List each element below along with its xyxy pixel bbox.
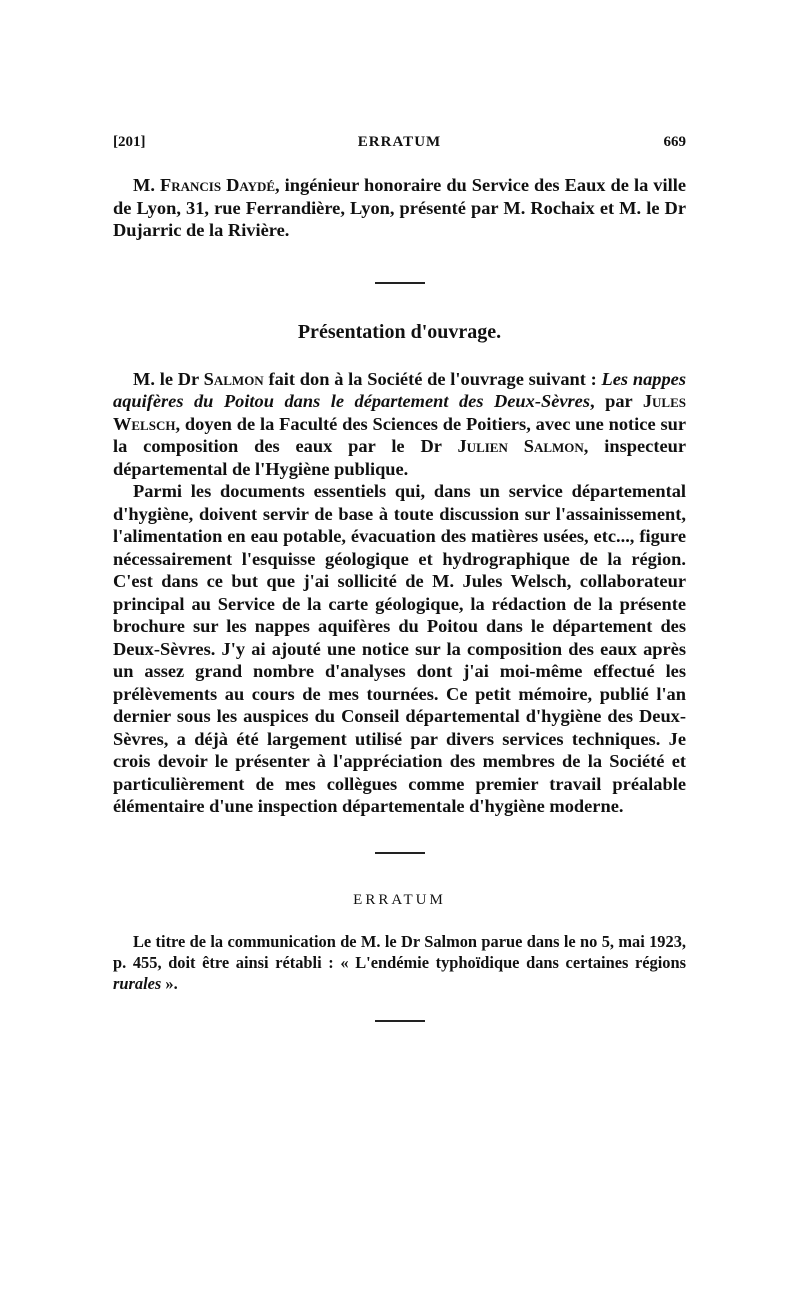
p1-author: Jules Welsch bbox=[113, 391, 686, 434]
p1-text-e: , inspecteur départemental de l'Hygiène publique. bbox=[113, 436, 687, 479]
erratum-italic: rurales bbox=[113, 973, 162, 993]
erratum-title: ERRATUM bbox=[353, 891, 446, 908]
p1-text-b: fait don à la Société de l'ouvrage suivant : bbox=[263, 368, 602, 389]
intro-text: , ingénieur honoraire du Service des Eaux de la ville de Lyon, 31, rue Ferrandière, Lyon, présenté par M. Rochaix et M. le Dr Dujarric de la Rivière. bbox=[113, 175, 686, 240]
separator-rule bbox=[375, 852, 425, 854]
intro-prefix: M. bbox=[133, 175, 160, 195]
intro-name: Francis Daydé bbox=[160, 175, 276, 195]
p1-text-a: M. le Dr bbox=[133, 368, 204, 389]
book-title: Les nappes aquifères du Poitou dans le département des Deux-Sèvres bbox=[113, 368, 686, 411]
page-number: 669 bbox=[663, 134, 686, 150]
header-title: ERRATUM bbox=[357, 134, 442, 150]
erratum-paragraph bbox=[113, 931, 686, 994]
section-title: Présentation d'ouvrage. bbox=[297, 320, 502, 343]
presentation-paragraph-1 bbox=[113, 368, 686, 481]
erratum-text-a: Le titre de la communication de M. le Dr Salmon parue dans le no 5, mai 1923, p. 455, doit être ainsi rétabli : « L'endémie typhoïdique dans certaines régions bbox=[113, 931, 686, 972]
separator-rule bbox=[375, 1020, 425, 1022]
page bbox=[113, 134, 686, 1022]
member-intro-paragraph bbox=[113, 174, 686, 242]
p1-name: Salmon bbox=[203, 368, 264, 389]
p1-text-c: , par bbox=[590, 391, 643, 411]
header-ref: [201] bbox=[113, 134, 146, 150]
p1-author2: Julien Salmon bbox=[457, 436, 584, 456]
presentation-paragraph-2: Parmi les documents essentiels qui, dans un service départemental d'hygiène, doivent servir de base à toute discussion sur l'assainissement, l'alimentation en eau potable, évacuation des matières usées, etc..., figure nécessairement l'esquisse géologique et hydrographique de la région. C'est dans ce but que j'ai sollicité de M. Jules Welsch, collaborateur principal au Service de la carte géologique, la rédaction de la présente brochure sur les nappes aquifères du Poitou dans le département des Deux-Sèvres. J'y ai ajouté une notice sur la composition des eaux après un assez grand nombre d'analyses dont j'ai moi-même effectué les prélèvements au cours de mes tournées. Ce petit mémoire, publié l'an dernier sous les auspices du Conseil départemental d'hygiène des Deux-Sèvres, a déjà été largement utilisé par divers services techniques. Je crois devoir le présenter à l'appréciation des membres de la Société et particulièrement de mes collègues comme premier travail préalable élémentaire d'une inspection départementale d'hygiène moderne. bbox=[113, 481, 686, 816]
erratum-text-b: ». bbox=[161, 973, 178, 993]
running-head bbox=[113, 134, 686, 156]
p1-text-d: , doyen de la Faculté des Sciences de Poitiers, avec une notice sur la composition des eaux par le Dr bbox=[113, 413, 686, 456]
separator-rule bbox=[375, 282, 425, 284]
